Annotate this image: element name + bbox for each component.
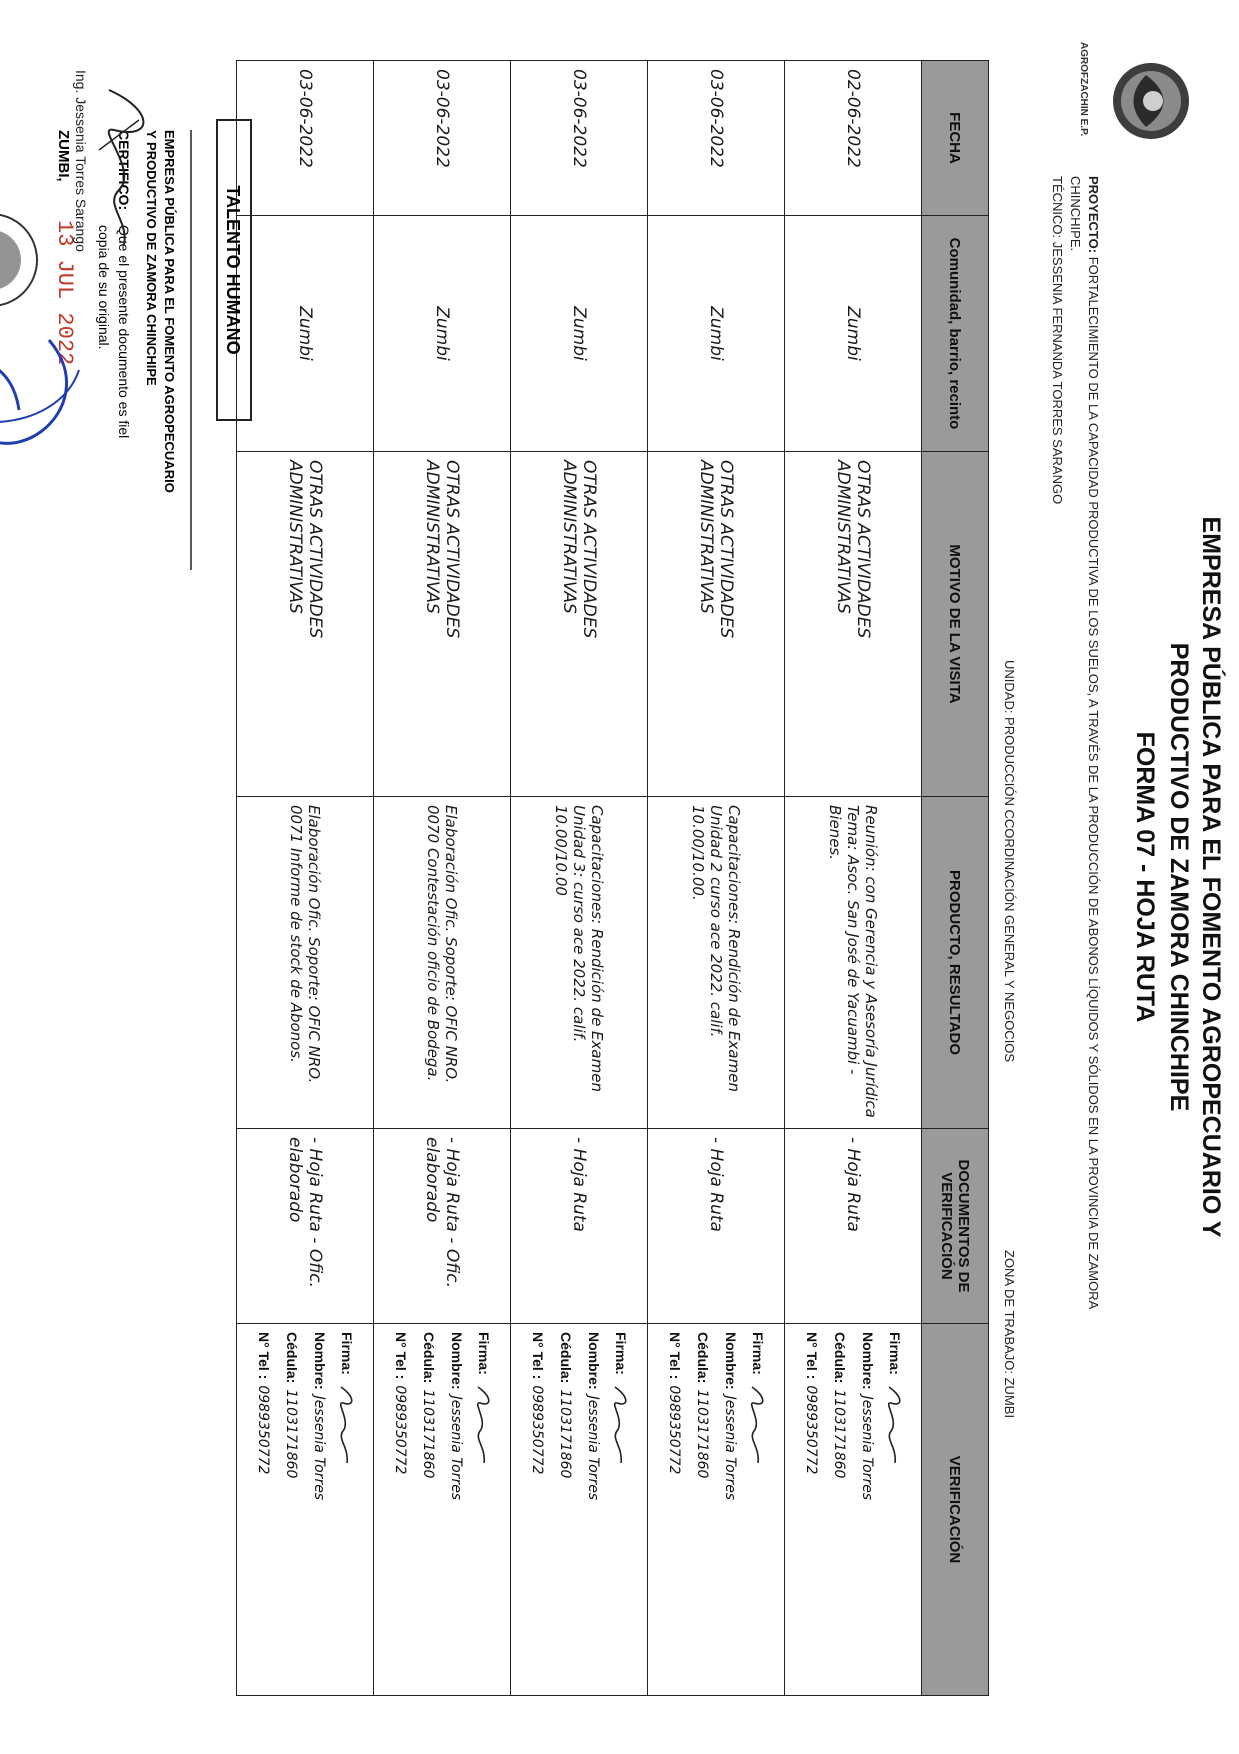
motivo-cell-text: OTRAS ACTIVIDADES ADMINISTRATIVAS bbox=[559, 460, 599, 639]
verif-cedula-line bbox=[415, 1332, 443, 1687]
verif-nombre-line bbox=[306, 1332, 334, 1687]
verif-firma-line bbox=[334, 1332, 361, 1687]
documentos-cell bbox=[511, 1129, 648, 1324]
verif-cedula-value: 1103171860 bbox=[831, 1389, 848, 1479]
verif-tel-value: 0989350772 bbox=[803, 1385, 820, 1475]
verif-tel-line bbox=[661, 1332, 689, 1687]
verif-nombre-line bbox=[443, 1332, 471, 1687]
project-value: FORTALECIMIENTO DE LA CAPACIDAD PRODUCTIVA DE LOS SUELOS, A TRAVÉS DE LA PRODUCCIÓN DE ABONOS LÍQUIDOS Y SÓLIDOS EN LA PROVINCIA DE ZAMORA bbox=[1086, 256, 1101, 1310]
verif-cedula-label: Cédula: bbox=[558, 1332, 575, 1384]
motivo-cell-text: OTRAS ACTIVIDADES ADMINISTRATIVAS bbox=[422, 460, 462, 639]
verif-nombre-label: Nombre: bbox=[312, 1332, 329, 1390]
project-line bbox=[1086, 176, 1101, 1309]
verif-tel-label: N° Tel : bbox=[667, 1332, 684, 1380]
fecha-cell-text: 03-06-2022 bbox=[706, 69, 726, 168]
col-fecha: FECHA bbox=[922, 61, 989, 216]
verif-cedula-value: 1103171860 bbox=[557, 1389, 574, 1479]
producto-cell-text: Reunión: con Gerencia y Asesoría Jurídica Tema: Asoc. San José de Yacuambi - Bienes. bbox=[826, 805, 880, 1118]
motivo-cell bbox=[374, 452, 511, 797]
verif-tel-line bbox=[250, 1332, 278, 1687]
verif-firma-line bbox=[471, 1332, 498, 1687]
verif-cedula-value: 1103171860 bbox=[420, 1389, 437, 1479]
table-header-row bbox=[922, 61, 989, 1696]
verif-tel-value: 0989350772 bbox=[392, 1385, 409, 1475]
verif-nombre-label: Nombre: bbox=[586, 1332, 603, 1390]
motivo-cell bbox=[648, 452, 785, 797]
motivo-cell-text: OTRAS ACTIVIDADES ADMINISTRATIVAS bbox=[833, 460, 873, 639]
producto-cell bbox=[785, 797, 922, 1129]
documentos-cell bbox=[374, 1129, 511, 1324]
verif-cedula-label: Cédula: bbox=[832, 1332, 849, 1384]
documentos-cell-text: - Hoja Ruta - Ofic. elaborado bbox=[285, 1137, 325, 1288]
handwritten-signature bbox=[883, 1385, 905, 1465]
verif-cedula-line bbox=[278, 1332, 306, 1687]
stamp-org-line-2: Y PRODUCTIVO DE ZAMORA CHINCHIPE bbox=[144, 130, 159, 386]
col-comunidad: Comunidad, barrio, recinto bbox=[922, 216, 989, 452]
documentos-cell-text: - Hoja Ruta bbox=[706, 1137, 726, 1232]
producto-cell bbox=[511, 797, 648, 1129]
verif-cedula-line bbox=[689, 1332, 717, 1687]
stamp-date: 13 JUL 2022 bbox=[52, 220, 77, 366]
motivo-cell bbox=[785, 452, 922, 797]
col-producto: PRODUCTO, RESULTADO bbox=[922, 797, 989, 1129]
unidad-line: UNIDAD: PRODUCCIÓN CCORDINACIÓN GENERAL Y NEGOCIOS bbox=[1002, 660, 1017, 1063]
col-documentos: DOCUMENTOS DE VERIFICACIÓN bbox=[922, 1129, 989, 1324]
comunidad-cell bbox=[374, 216, 511, 452]
fecha-cell bbox=[374, 61, 511, 216]
verif-cedula-value: 1103171860 bbox=[283, 1389, 300, 1479]
verif-tel-label: N° Tel : bbox=[804, 1332, 821, 1380]
fecha-cell-text: 03-06-2022 bbox=[569, 69, 589, 168]
project-line-cont: CHINCHIPE. bbox=[1068, 176, 1083, 252]
motivo-cell-text: OTRAS ACTIVIDADES ADMINISTRATIVAS bbox=[285, 460, 325, 639]
verif-nombre-line bbox=[580, 1332, 608, 1687]
verificacion-cell bbox=[237, 1324, 374, 1696]
documentos-cell bbox=[648, 1129, 785, 1324]
verif-cedula-label: Cédula: bbox=[284, 1332, 301, 1384]
verif-cedula-value: 1103171860 bbox=[694, 1389, 711, 1479]
verif-firma-line bbox=[608, 1332, 635, 1687]
documentos-cell bbox=[785, 1129, 922, 1324]
verif-tel-label: N° Tel : bbox=[530, 1332, 547, 1380]
table-row bbox=[648, 61, 785, 1696]
stamp-cert-text-1: Que el presente documento es fiel bbox=[116, 225, 132, 439]
verificacion-cell bbox=[785, 1324, 922, 1696]
zona-line: ZONA DE TRABAJO: ZUMBI bbox=[1002, 1250, 1017, 1419]
footer-name: Ing. Jessenia Torres Sarango bbox=[73, 70, 89, 252]
verif-cedula-label: Cédula: bbox=[695, 1332, 712, 1384]
producto-cell-text: Elaboración Ofic. Soporte: OFIC NRO. 0070 Contestación oficio de Bodega. bbox=[424, 805, 460, 1084]
comunidad-cell-text: Zumbi bbox=[569, 306, 589, 361]
comunidad-cell bbox=[785, 216, 922, 452]
verif-nombre-label: Nombre: bbox=[449, 1332, 466, 1390]
stamp-org-line-1: EMPRESA PÚBLICA PARA EL FOMENTO AGROPECUARIO bbox=[162, 130, 177, 493]
table-row bbox=[511, 61, 648, 1696]
verif-nombre-line bbox=[717, 1332, 745, 1687]
comunidad-cell bbox=[511, 216, 648, 452]
logo-text: AGROFZACHIN E.P. bbox=[1078, 42, 1089, 137]
handwritten-signature bbox=[335, 1385, 357, 1465]
verif-tel-line bbox=[524, 1332, 552, 1687]
comunidad-cell-text: Zumbi bbox=[843, 306, 863, 361]
producto-cell-text: Elaboración Ofic. Soporte: OFIC NRO. 0071 Informe de stock de Abonos. bbox=[287, 805, 323, 1084]
comunidad-cell-text: Zumbi bbox=[706, 306, 726, 361]
verif-nombre-label: Nombre: bbox=[723, 1332, 740, 1390]
fecha-cell-text: 03-06-2022 bbox=[295, 69, 315, 168]
header-line-3: FORMA 07 - HOJA RUTA bbox=[1131, 731, 1159, 1023]
verif-nombre-label: Nombre: bbox=[860, 1332, 877, 1390]
project-label: PROYECTO: bbox=[1086, 176, 1101, 254]
verif-tel-line bbox=[387, 1332, 415, 1687]
documentos-cell-text: - Hoja Ruta bbox=[569, 1137, 589, 1232]
verif-firma-label: Firma: bbox=[887, 1332, 904, 1375]
verif-firma-label: Firma: bbox=[476, 1332, 493, 1375]
verif-firma-label: Firma: bbox=[339, 1332, 356, 1375]
verif-nombre-line bbox=[854, 1332, 882, 1687]
verif-cedula-label: Cédula: bbox=[421, 1332, 438, 1384]
handwritten-signature bbox=[472, 1385, 494, 1465]
motivo-cell-text: OTRAS ACTIVIDADES ADMINISTRATIVAS bbox=[696, 460, 736, 639]
verificacion-cell bbox=[648, 1324, 785, 1696]
verif-tel-value: 0989350772 bbox=[666, 1385, 683, 1475]
producto-cell bbox=[237, 797, 374, 1129]
verificacion-cell bbox=[374, 1324, 511, 1696]
documentos-cell-text: - Hoja Ruta bbox=[843, 1137, 863, 1232]
verif-nombre-value: Jessenia Torres bbox=[585, 1395, 602, 1501]
table-row bbox=[374, 61, 511, 1696]
verif-nombre-value: Jessenia Torres bbox=[311, 1395, 328, 1501]
stamp-city: ZUMBI, bbox=[55, 130, 72, 182]
verif-cedula-line bbox=[552, 1332, 580, 1687]
documentos-cell bbox=[237, 1129, 374, 1324]
verificacion-cell bbox=[511, 1324, 648, 1696]
verif-tel-value: 0989350772 bbox=[529, 1385, 546, 1475]
verif-cedula-line bbox=[826, 1332, 854, 1687]
producto-cell bbox=[648, 797, 785, 1129]
header-line-2: PRODUCTIVO DE ZAMORA CHINCHIPE bbox=[1165, 642, 1193, 1112]
fecha-cell bbox=[648, 61, 785, 216]
verif-nombre-value: Jessenia Torres bbox=[448, 1395, 465, 1501]
table-row bbox=[785, 61, 922, 1696]
producto-cell-text: Capacitaciones: Rendición de Examen Unidad 2 curso ace 2022. calif. 10.00/10.00. bbox=[689, 805, 743, 1092]
table-body bbox=[237, 61, 922, 1696]
verif-nombre-value: Jessenia Torres bbox=[722, 1395, 739, 1501]
comunidad-cell-text: Zumbi bbox=[295, 306, 315, 361]
motivo-cell bbox=[511, 452, 648, 797]
verif-tel-line bbox=[798, 1332, 826, 1687]
verif-firma-label: Firma: bbox=[750, 1332, 767, 1375]
verif-tel-label: N° Tel : bbox=[393, 1332, 410, 1380]
verif-tel-value: 0989350772 bbox=[255, 1385, 272, 1475]
stamp-department: TALENTO HUMANO bbox=[223, 185, 243, 355]
tecnico-line: TÉCNICO: JESSENIA FERNANDA TORRES SARANGO bbox=[1050, 176, 1065, 505]
verif-nombre-value: Jessenia Torres bbox=[859, 1395, 876, 1501]
handwritten-signature bbox=[609, 1385, 631, 1465]
footer-signature bbox=[89, 80, 159, 260]
col-motivo: MOTIVO DE LA VISITA bbox=[922, 452, 989, 797]
comunidad-cell-text: Zumbi bbox=[432, 306, 452, 361]
fecha-cell-text: 02-06-2022 bbox=[843, 69, 863, 168]
documentos-cell-text: - Hoja Ruta - Ofic. elaborado bbox=[422, 1137, 462, 1288]
fecha-cell bbox=[511, 61, 648, 216]
fecha-cell-text: 03-06-2022 bbox=[432, 69, 452, 168]
fecha-cell bbox=[785, 61, 922, 216]
handwritten-signature bbox=[746, 1385, 768, 1465]
producto-cell bbox=[374, 797, 511, 1129]
header-line-1: EMPRESA PÚBLICA PARA EL FOMENTO AGROPECUARIO Y bbox=[1197, 516, 1225, 1238]
verif-firma-line bbox=[882, 1332, 909, 1687]
verif-tel-label: N° Tel : bbox=[256, 1332, 273, 1380]
col-verificacion: VERIFICACIÓN bbox=[922, 1324, 989, 1696]
route-sheet-table bbox=[236, 60, 989, 1696]
verif-firma-line bbox=[745, 1332, 772, 1687]
verif-firma-label: Firma: bbox=[613, 1332, 630, 1375]
stamp-cert-text-2: copia de su original. bbox=[96, 225, 112, 350]
producto-cell-text: Capacitaciones: Rendición de Examen Unidad 3: curso ace 2022. calif. 10.00/10.00 bbox=[552, 805, 606, 1092]
comunidad-cell bbox=[648, 216, 785, 452]
stamp-cert-label: CERTIFICO: bbox=[116, 130, 132, 211]
